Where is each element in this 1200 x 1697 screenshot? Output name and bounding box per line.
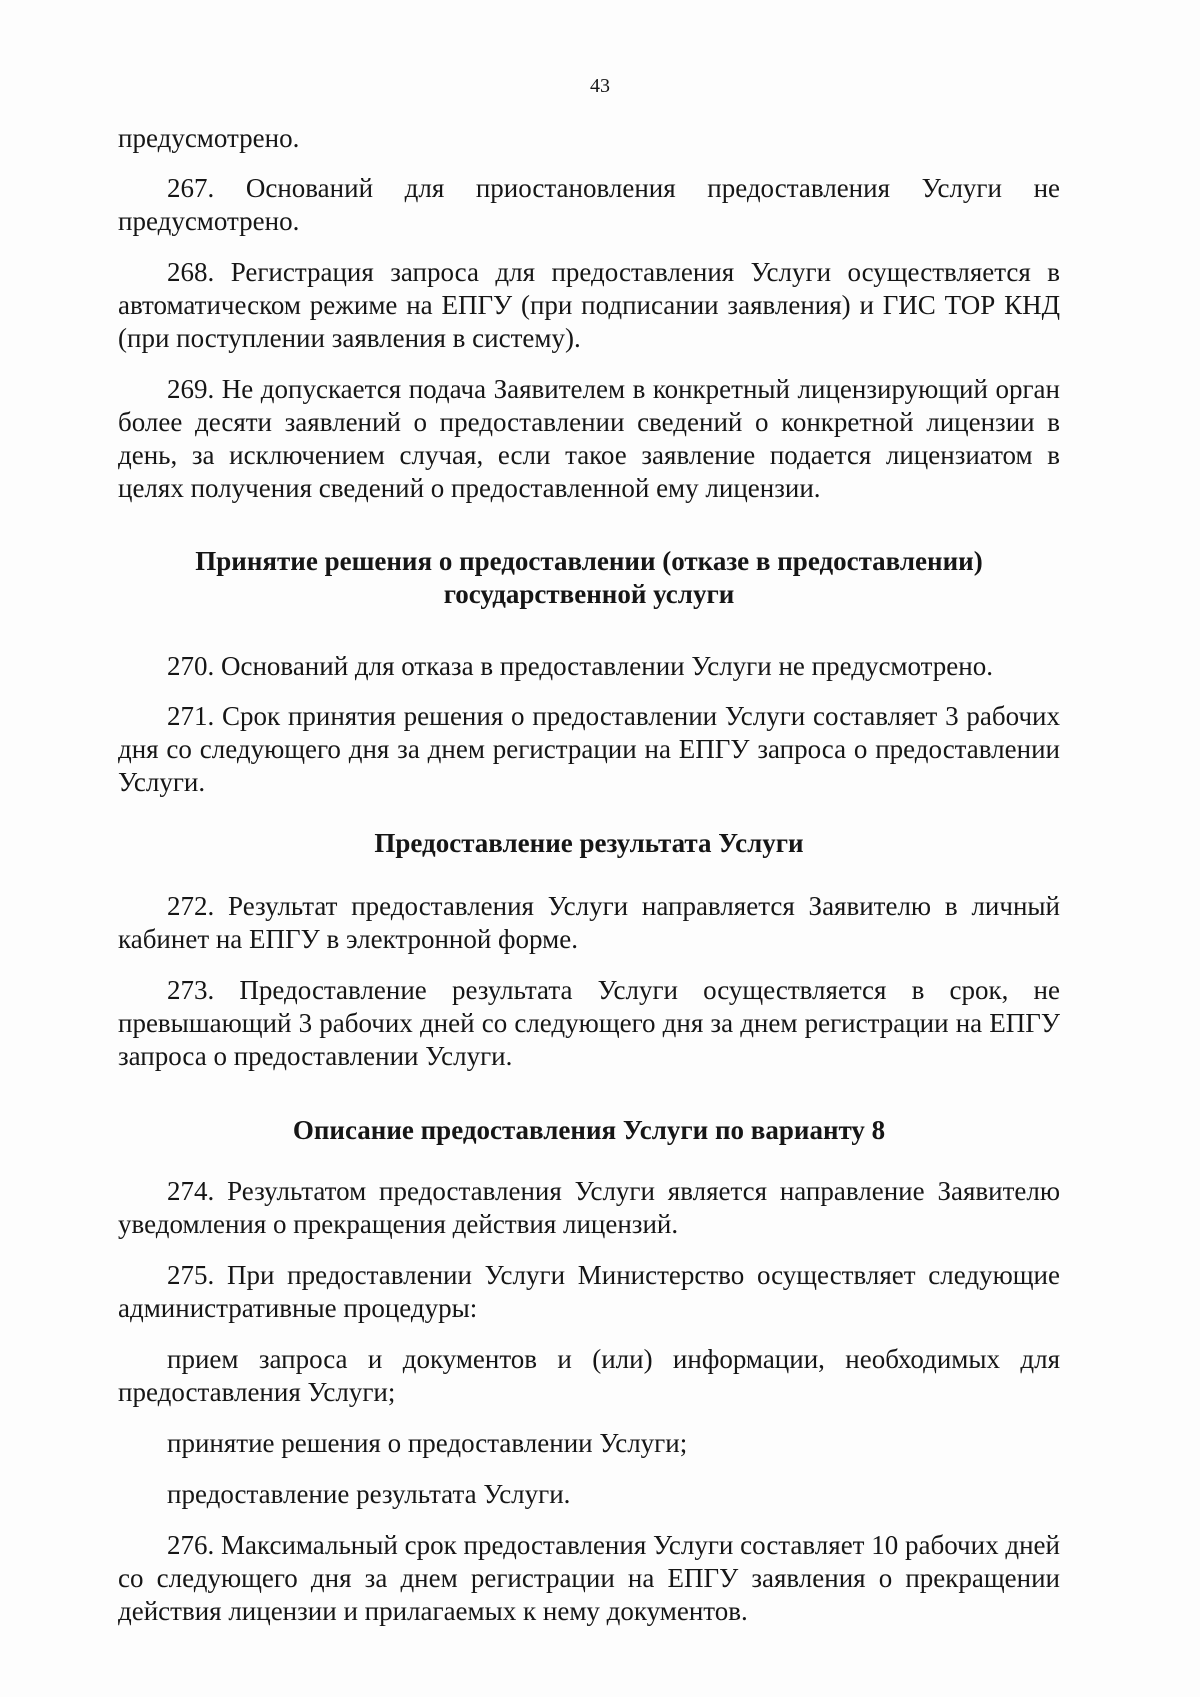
document-body [118, 122, 1060, 1628]
section-heading-variant-8: Описание предоставления Услуги по варианту 8 [292, 1115, 886, 1145]
paragraph-270: 270. Оснований для отказа в предоставлении Услуги не предусмотрено. [167, 651, 993, 681]
section-heading-decision [118, 545, 1060, 611]
page-number: 43 [590, 75, 610, 97]
paragraph-268: 268. Регистрация запроса для предоставления Услуги осуществляется в автоматическом режиме на ЕПГУ (при подписании заявления) и ГИС ТОР КНД (при поступлении заявления в систему). [118, 257, 1060, 353]
paragraph-272: 272. Результат предоставления Услуги направляется Заявителю в личный кабинет на ЕПГУ в электронной форме. [118, 891, 1060, 954]
paragraph-continuation: предусмотрено. [118, 123, 300, 153]
paragraph-276: 276. Максимальный срок предоставления Услуги составляет 10 рабочих дней со следующего дня за днем регистрации на ЕПГУ заявления о прекращении действия лицензии и прилагаемых к нему документов. [118, 1530, 1060, 1626]
paragraph-269: 269. Не допускается подача Заявителем в конкретный лицензирующий орган более десяти заявлений о предоставлении сведений о конкретной лицензии в день, за исключением случая, если такое заявление подается лицензиатом в целях получения сведений о предоставленной ему лицензии. [118, 374, 1060, 503]
list-item-procedure-1: прием запроса и документов и (или) информации, необходимых для предоставления Услуги; [118, 1344, 1060, 1407]
section-heading-decision-line1: Принятие решения о предоставлении (отказе в предоставлении) [195, 546, 983, 576]
list-item-procedure-3: предоставление результата Услуги. [167, 1479, 571, 1509]
paragraph-274: 274. Результатом предоставления Услуги является направление Заявителю уведомления о прекращения действия лицензий. [118, 1176, 1060, 1239]
paragraph-273: 273. Предоставление результата Услуги осуществляется в срок, не превышающий 3 рабочих дней со следующего дня за днем регистрации на ЕПГУ запроса о предоставлении Услуги. [118, 975, 1060, 1071]
paragraph-275: 275. При предоставлении Услуги Министерство осуществляет следующие административные процедуры: [118, 1260, 1060, 1323]
paragraph-267: 267. Оснований для приостановления предоставления Услуги не предусмотрено. [118, 173, 1060, 236]
paragraph-271: 271. Срок принятия решения о предоставлении Услуги составляет 3 рабочих дня со следующего дня за днем регистрации на ЕПГУ запроса о предоставлении Услуги. [118, 701, 1060, 797]
list-item-procedure-2: принятие решения о предоставлении Услуги; [167, 1428, 688, 1458]
section-heading-result: Предоставление результата Услуги [374, 828, 804, 858]
section-heading-decision-line2: государственной услуги [443, 579, 735, 609]
